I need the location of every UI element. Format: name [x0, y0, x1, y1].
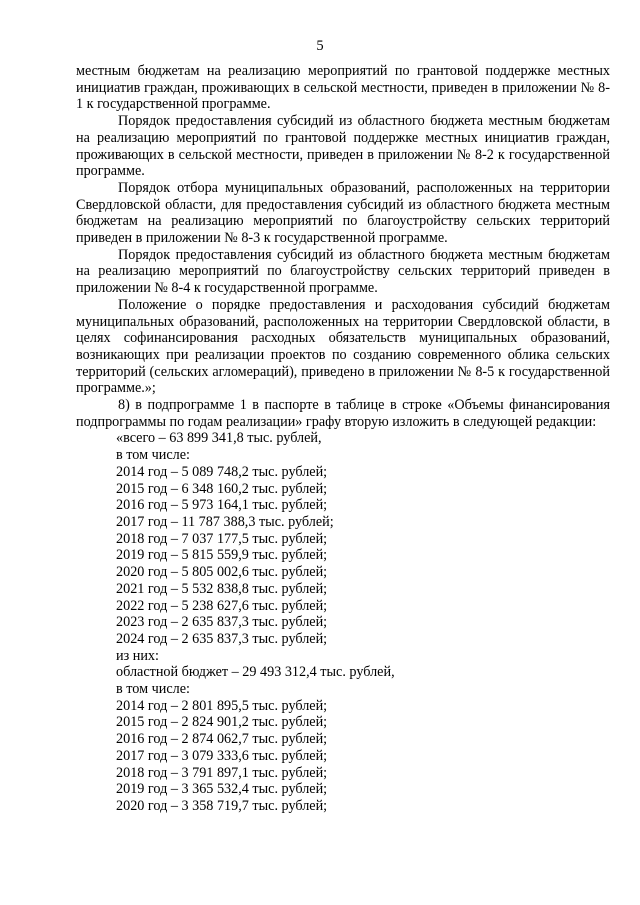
- funding-line: областной бюджет – 29 493 312,4 тыс. рублей,: [116, 664, 395, 681]
- funding-line: 2018 год – 7 037 177,5 тыс. рублей;: [116, 530, 328, 547]
- funding-line: 2020 год – 5 805 002,6 тыс. рублей;: [116, 564, 328, 581]
- funding-line: 2022 год – 5 238 627,6 тыс. рублей;: [116, 597, 328, 614]
- funding-line: 2017 год – 11 787 388,3 тыс. рублей;: [116, 513, 334, 530]
- funding-line: 2014 год – 2 801 895,5 тыс. рублей;: [116, 697, 328, 714]
- paragraph-order-8-2: Порядок предоставления субсидий из областного бюджета местным бюджетам на реализацию мероприятий по грантовой поддержке местных инициатив граждан, проживающих в сельской местности, приведен в приложении № 8-2 к государственной программе.: [76, 113, 610, 180]
- funding-line: 2016 год – 5 973 164,1 тыс. рублей;: [116, 497, 328, 514]
- paragraph-order-8-4: Порядок предоставления субсидий из областного бюджета местным бюджетам на реализацию мероприятий по благоустройству сельских территорий приведен в приложении № 8-4 к государственной программе.: [76, 246, 610, 297]
- funding-line: 2020 год – 3 358 719,7 тыс. рублей;: [116, 797, 328, 814]
- funding-line: 2024 год – 2 635 837,3 тыс. рублей;: [116, 630, 328, 647]
- funding-line: 2016 год – 2 874 062,7 тыс. рублей;: [116, 731, 328, 748]
- funding-line: 2018 год – 3 791 897,1 тыс. рублей;: [116, 764, 328, 781]
- document-body: [76, 63, 610, 815]
- funding-line: 2023 год – 2 635 837,3 тыс. рублей;: [116, 614, 328, 631]
- funding-line: 2014 год – 5 089 748,2 тыс. рублей;: [116, 463, 328, 480]
- page-number: 5: [316, 38, 324, 54]
- funding-list: [76, 430, 610, 814]
- funding-line: 2017 год – 3 079 333,6 тыс. рублей;: [116, 747, 328, 764]
- funding-line: 2015 год – 6 348 160,2 тыс. рублей;: [116, 480, 328, 497]
- funding-line: из них:: [116, 647, 159, 664]
- funding-line: 2019 год – 3 365 532,4 тыс. рублей;: [116, 781, 328, 798]
- paragraph-regulation-8-5: Положение о порядке предоставления и расходования субсидий бюджетам муниципальных образований, расположенных на территории Свердловской области, в целях софинансирования расходных обязательств муниципальных образований, возникающих при реализации проектов по созданию современного облика сельских территорий (сельских агломераций), приведено в приложении № 8-5 к государственной программе.»;: [76, 296, 610, 397]
- funding-line: 2021 год – 5 532 838,8 тыс. рублей;: [116, 580, 328, 597]
- funding-line: в том числе:: [116, 681, 190, 698]
- funding-line: в том числе:: [116, 447, 190, 464]
- funding-line: 2019 год – 5 815 559,9 тыс. рублей;: [116, 547, 328, 564]
- funding-line: 2015 год – 2 824 901,2 тыс. рублей;: [116, 714, 328, 731]
- paragraph-continuation: местным бюджетам на реализацию мероприятий по грантовой поддержке местных инициатив граждан, проживающих в сельской местности, приведен в приложении № 8-1 к государственной программе.: [76, 63, 610, 113]
- funding-line: «всего – 63 899 341,8 тыс. рублей,: [116, 430, 322, 447]
- paragraph-order-8-3: Порядок отбора муниципальных образований, расположенных на территории Свердловской области, для предоставления субсидий из областного бюджета местным бюджетам на реализацию мероприятий по благоустройству сельских территорий приведен в приложении № 8-3 к государственной программе.: [76, 179, 610, 247]
- paragraph-item-8: 8) в подпрограмме 1 в паспорте в таблице в строке «Объемы финансирования подпрограммы по годам реализации» графу вторую изложить в следующей редакции:: [76, 397, 610, 430]
